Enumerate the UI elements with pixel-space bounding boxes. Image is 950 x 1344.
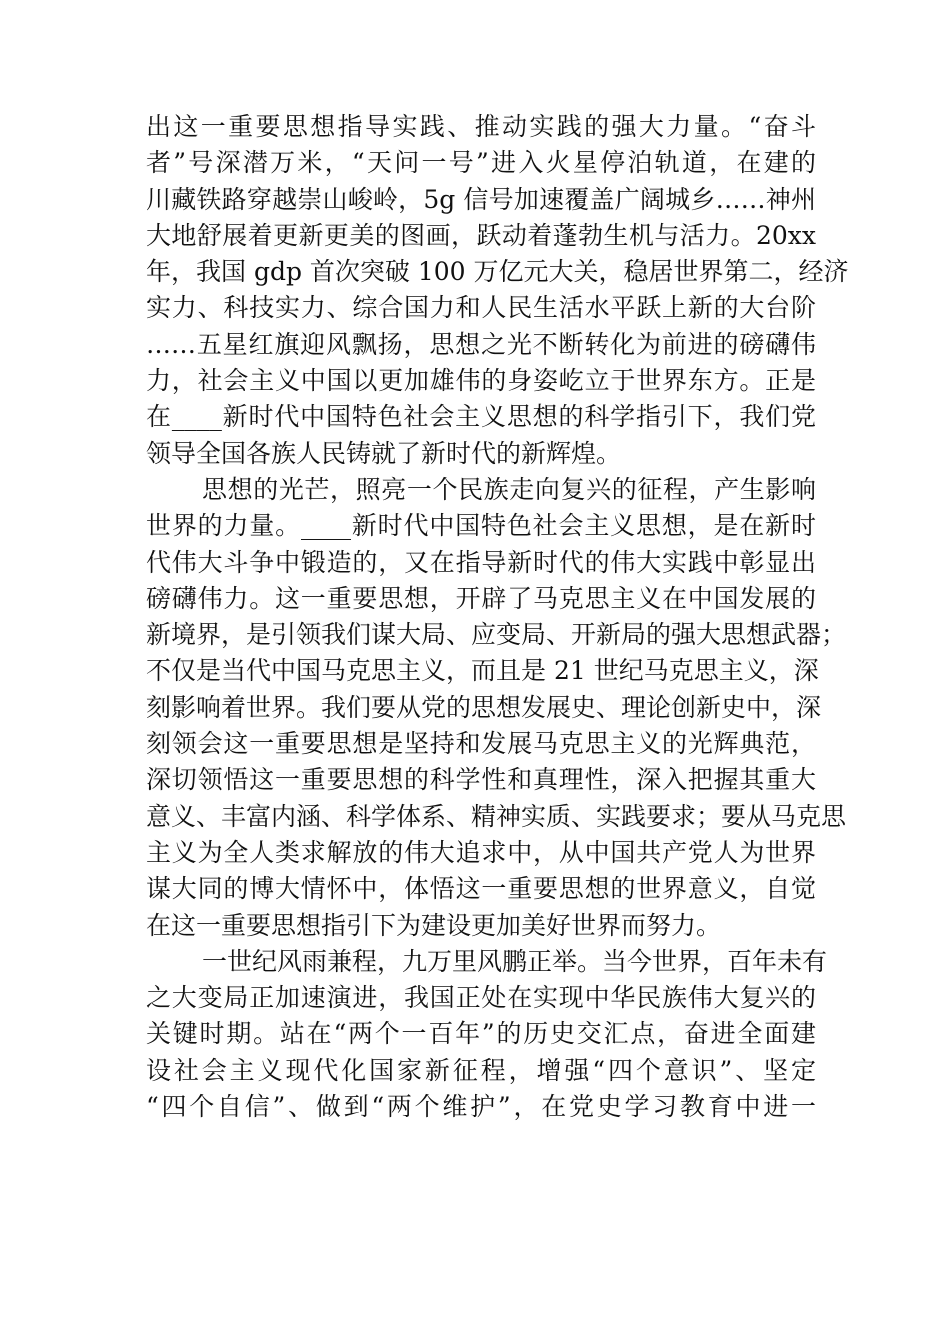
text-line: 不仅是当代中国马克思主义，而且是 21 世纪马克思主义，深 [146,656,819,686]
text-line: ……五星红旗迎风飘扬，思想之光不断转化为前进的磅礴伟 [146,329,816,359]
text-line: “四个自信”、做到“两个维护”，在党史学习教育中进一 [146,1092,816,1122]
text-line: 在这一重要思想指引下为建设更加美好世界而努力。 [146,910,722,940]
text-line: 川藏铁路穿越崇山峻岭，5g 信号加速覆盖广阔城乡……神州 [146,184,816,214]
text-line: 主义为全人类求解放的伟大追求中，从中国共产党人为世界 [146,837,816,867]
text-line: 思想的光芒，照亮一个民族走向复兴的征程，产生影响 [202,474,816,504]
text-line: 世界的力量。____新时代中国特色社会主义思想，是在新时 [146,511,816,541]
text-line: 深切领悟这一重要思想的科学性和真理性，深入把握其重大 [146,765,816,795]
paragraph-2 [146,472,847,944]
text-line: 实力、科技实力、综合国力和人民生活水平跃上新的大台阶 [146,293,816,323]
paragraph-3 [146,944,828,1125]
text-line: 代伟大斗争中锻造的，又在指导新时代的伟大实践中彰显出 [146,547,816,577]
text-line: 者”号深潜万米，“天问一号”进入火星停泊轨道，在建的 [146,148,816,178]
text-line: 一世纪风雨兼程，九万里风鹏正举。当今世界，百年未有 [202,946,828,976]
text-line: 意义、丰富内涵、科学体系、精神实质、实践要求；要从马克思 [146,801,847,831]
document-body [146,109,849,1125]
text-line: 磅礴伟力。这一重要思想，开辟了马克思主义在中国发展的 [146,583,816,613]
text-line: 刻领会这一重要思想是坚持和发展马克思主义的光辉典范， [146,729,816,759]
paragraph-1 [146,109,849,472]
text-line: 新境界，是引领我们谋大局、应变局、开新局的强大思想武器； [146,620,847,650]
text-line: 刻影响着世界。我们要从党的思想发展史、理论创新史中，深 [146,692,822,722]
text-line: 力，社会主义中国以更加雄伟的身姿屹立于世界东方。正是 [146,366,816,396]
text-line: 谋大同的博大情怀中，体悟这一重要思想的世界意义，自觉 [146,874,816,904]
text-line: 关键时期。站在“两个一百年”的历史交汇点，奋进全面建 [146,1019,816,1049]
text-line: 在____新时代中国特色社会主义思想的科学指引下，我们党 [146,402,816,432]
text-line: 设社会主义现代化国家新征程，增强“四个意识”、坚定 [146,1055,816,1085]
text-line: 领导全国各族人民铸就了新时代的新辉煌。 [146,438,622,468]
text-line: 年，我国 gdp 首次突破 100 万亿元大关，稳居世界第二，经济 [146,257,849,287]
text-line: 大地舒展着更新更美的图画，跃动着蓬勃生机与活力。20xx [146,220,816,250]
text-line: 之大变局正加速演进，我国正处在实现中华民族伟大复兴的 [146,983,816,1013]
text-line: 出这一重要思想指导实践、推动实践的强大力量。“奋斗 [146,112,816,141]
